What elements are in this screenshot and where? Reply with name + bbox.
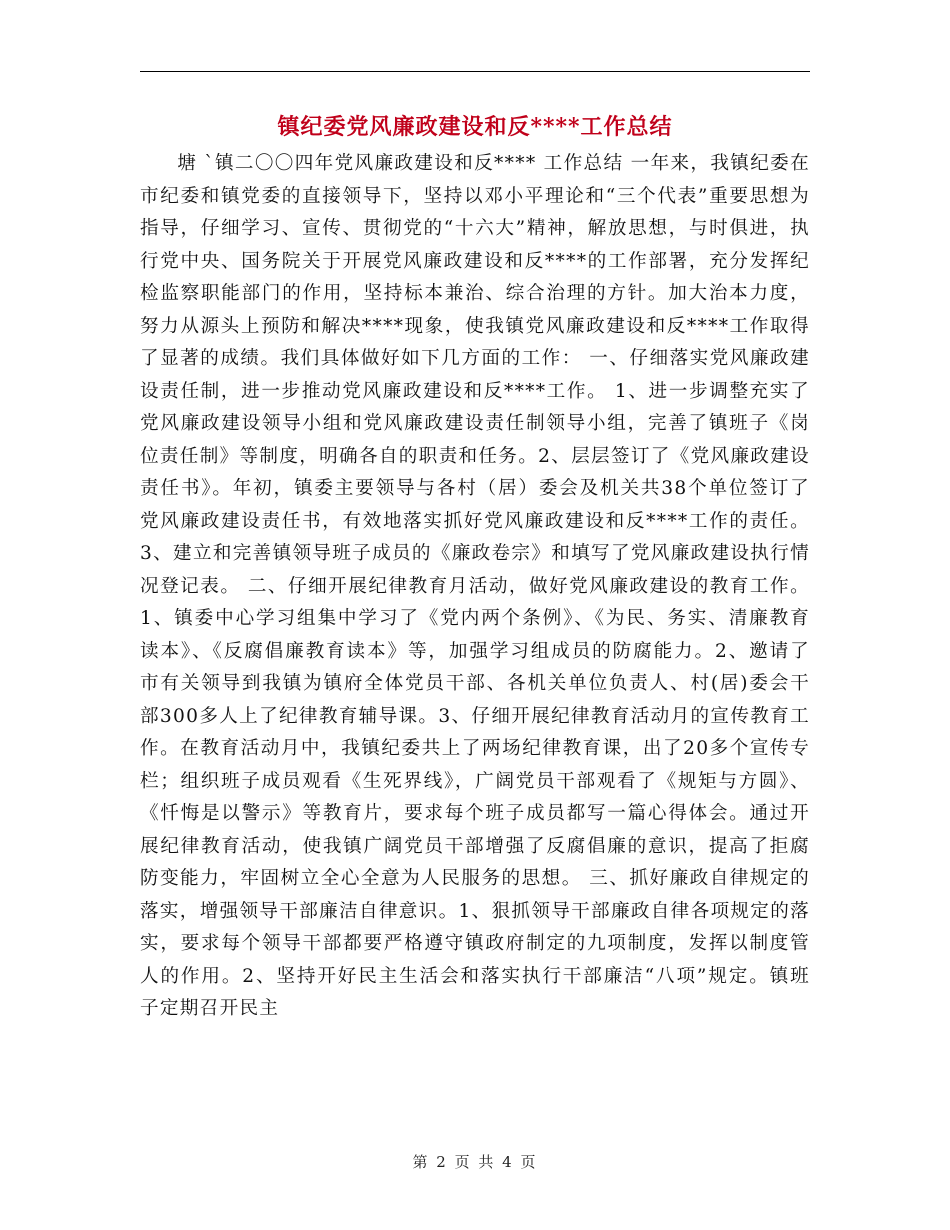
page-footer: 第 2 页 共 4 页 <box>412 1153 538 1171</box>
document-body: 塘 `镇二〇〇四年党风廉政建设和反**** 工作总结 一年来，我镇纪委在市纪委和镇党委的直接领导下，坚持以邓小平理论和“三个代表”重要思想为指导，仔细学习、宣传、贯彻党的“十六大”精神，解放思想，与时俱进，执行党中央、国务院关于开展党风廉政建设和反****的工作部署，充分发挥纪检监察职能部门的作用，坚持标本兼治、综合治理的方针。加大治本力度，努力从源头上预防和解决****现象，使我镇党风廉政建设和反****工作取得了显著的成绩。我们具体做好如下几方面的工作： 一、仔细落实党风廉政建设责任制，进一步推动党风廉政建设和反****工作。 1、进一步调整充实了党风廉政建设领导小组和党风廉政建设责任制领导小组，完善了镇班子《岗位责任制》等制度，明确各自的职责和任务。2、层层签订了《党风廉政建设责任书》。年初，镇委主要领导与各村（居）委会及机关共38个单位签订了党风廉政建设责任书，有效地落实抓好党风廉政建设和反****工作的责任。3、建立和完善镇领导班子成员的《廉政卷宗》和填写了党风廉政建设执行情况登记表。 二、仔细开展纪律教育月活动，做好党风廉政建设的教育工作。 1、镇委中心学习组集中学习了《党内两个条例》、《为民、务实、清廉教育读本》、《反腐倡廉教育读本》等，加强学习组成员的防腐能力。2、邀请了市有关领导到我镇为镇府全体党员干部、各机关单位负责人、村(居)委会干部300多人上了纪律教育辅导课。3、仔细开展纪律教育活动月的宣传教育工作。在教育活动月中，我镇纪委共上了两场纪律教育课，出了20多个宣传专栏；组织班子成员观看《生死界线》，广阔党员干部观看了《规矩与方圆》、《忏悔是以警示》等教育片，要求每个班子成员都写一篇心得体会。通过开展纪律教育活动，使我镇广阔党员干部增强了反腐倡廉的意识，提高了拒腐防变能力，牢固树立全心全意为人民服务的思想。 三、抓好廉政自律规定的落实，增强领导干部廉洁自律意识。1、狠抓领导干部廉政自律各项规定的落实，要求每个领导干部都要严格遵守镇政府制定的九项制度，发挥以制度管人的作用。2、坚持开好民主生活会和落实执行干部廉洁“八项”规定。镇班子定期召开民主 <box>140 153 810 1019</box>
document-title: 镇纪委党风廉政建设和反****工作总结 <box>277 114 673 140</box>
header-divider <box>140 71 810 72</box>
